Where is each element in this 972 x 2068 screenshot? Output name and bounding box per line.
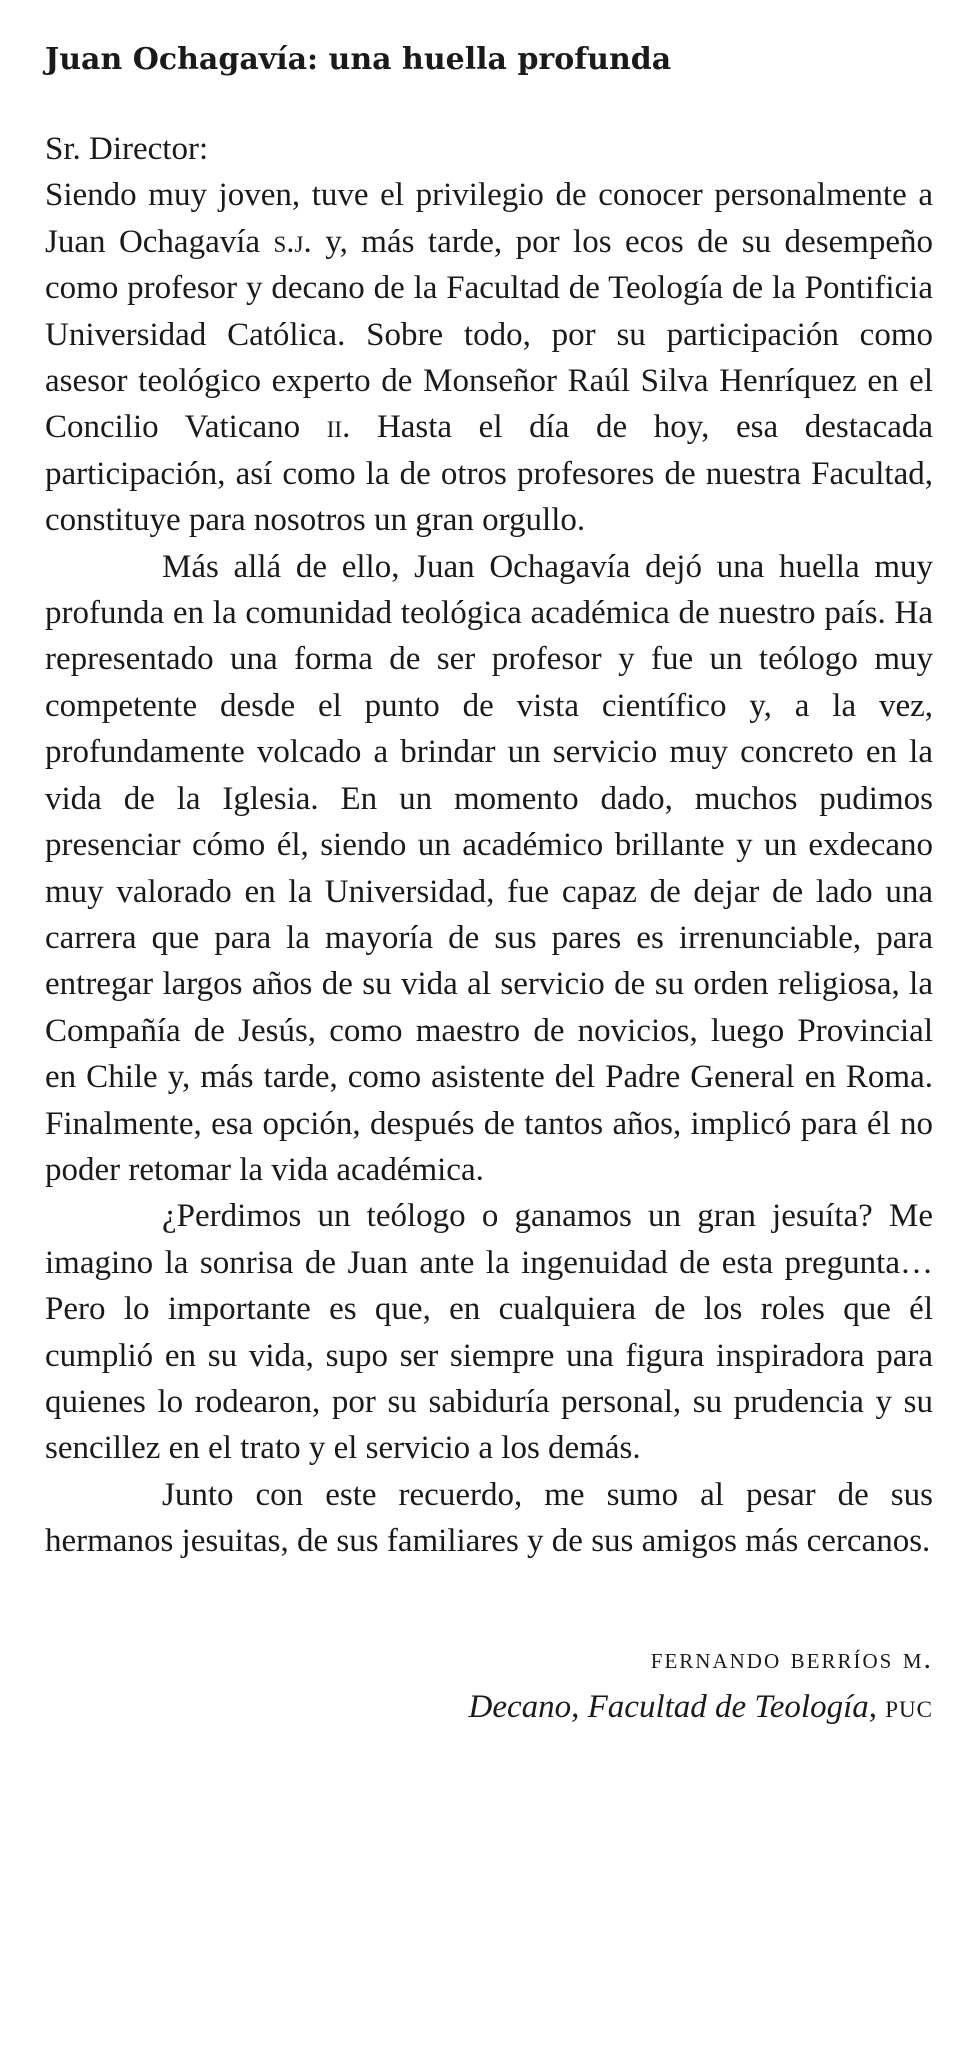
roman-numeral: ii — [326, 409, 343, 446]
signature-institution: puc — [885, 1688, 933, 1725]
signature-title: Decano, Facultad de Teología, — [468, 1688, 877, 1725]
paragraph-4: Junto con este recuerdo, me sumo al pesar de sus hermanos jesuitas, de sus familiares y de sus amigos más cercanos. — [45, 1476, 933, 1560]
letter-page — [45, 36, 933, 1731]
signature-role — [45, 1683, 933, 1731]
paragraph-1-text-a: Siendo muy joven, tuve el privilegio de conocer personalmente a Juan Ochagavía — [45, 177, 933, 260]
paragraph-1-text-c: . Hasta el día de hoy, esa destacada participación, así como la de otros profesores de nuestra Facultad, constituye para nosotros un gran orgullo. — [45, 409, 933, 539]
paragraph-3: ¿Perdimos un teólogo o ganamos un gran jesuíta? Me imagino la sonrisa de Juan ante la ingenuidad de esta pregunta… Pero lo importante es que, en cualquiera de los roles que él cumplió en su vida, supo ser siempre una figura inspiradora para quienes lo rodearon, por su sabiduría personal, su prudencia y su sencillez en el trato y el servicio a los demás. — [45, 1198, 933, 1467]
salutation: Sr. Director: — [45, 131, 209, 167]
sj-abbreviation: s.j. — [273, 223, 312, 260]
paragraph-1 — [45, 172, 933, 543]
paragraph-1-text-b: y, más tarde, por los ecos de su desempeño como profesor y decano de la Facultad de Teología de la Pontificia Universidad Católica. Sobre todo, por su participación como asesor teológico experto de Monseñor Raúl Silva Henríquez en el Concilio Vaticano — [45, 223, 934, 446]
signature-block — [45, 1635, 933, 1731]
letter-title: Juan Ochagavía: una huella profunda — [45, 42, 672, 77]
paragraph-2: Más allá de ello, Juan Ochagavía dejó una huella muy profunda en la comunidad teológica académica de nuestro país. Ha representado una forma de ser profesor y fue un teólogo muy competente desde el punto de vista científico y, a la vez, profundamente volcado a brindar un servicio muy concreto en la vida de la Iglesia. En un momento dado, muchos pudimos presenciar cómo él, siendo un académico brillante y un exdecano muy valorado en la Universidad, fue capaz de dejar de lado una carrera que para la mayoría de sus pares es irrenunciable, para entregar largos años de su vida al servicio de su orden religiosa, la Compañía de Jesús, como maestro de novicios, luego Provincial en Chile y, más tarde, como asistente del Padre General en Roma. Finalmente, esa opción, después de tantos años, implicó para él no poder retomar la vida académica. — [45, 548, 933, 1188]
signature-name: fernando berríos m. — [650, 1641, 933, 1675]
